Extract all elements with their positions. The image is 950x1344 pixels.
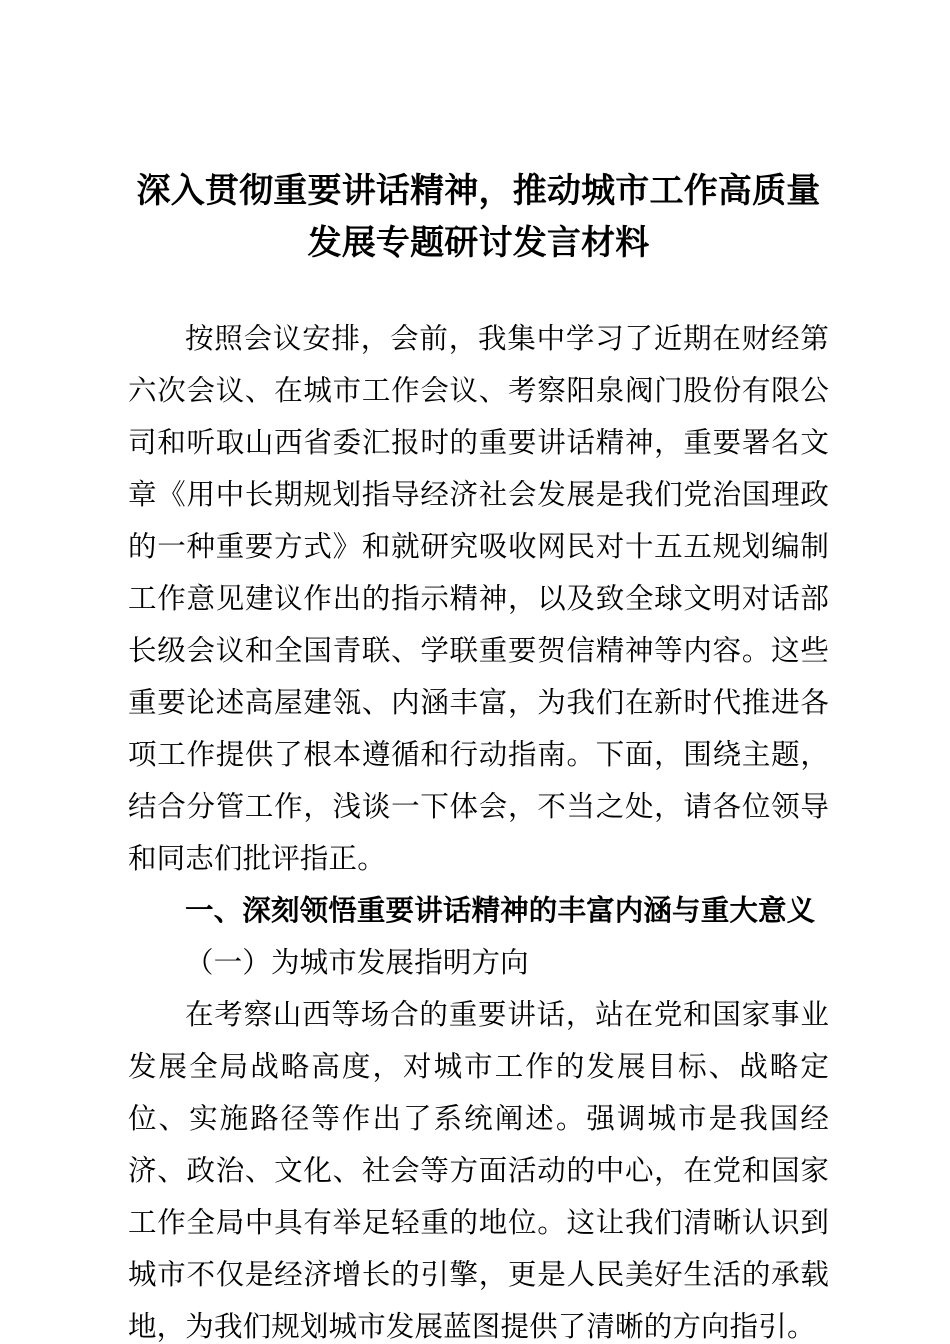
title-body-spacer: [128, 269, 829, 313]
section-heading-1: 一、深刻领悟重要讲话精神的丰富内涵与重大意义: [185, 895, 816, 927]
page-title-line-1: 深入贯彻重要讲话精神，推动城市工作高质量: [136, 172, 821, 210]
page-title-line-2: 发展专题研讨发言材料: [307, 224, 650, 262]
document-content-column: [128, 0, 829, 1344]
subsection-1-1-paragraph: 在考察山西等场合的重要讲话，站在党和国家事业发展全局战略高度，对城市工作的发展目标、战略定位、实施路径等作出了系统阐述。强调城市是我国经济、政治、文化、社会等方面活动的中心，在党和国家工作全局中具有举足轻重的地位。这让我们清晰认识到城市不仅是经济增长的引擎，更是人民美好生活的承载地，为我们规划城市发展蓝图提供了清晰的方向指引。: [128, 998, 829, 1343]
subsection-heading-1-1: （一）为城市发展指明方向: [185, 946, 529, 979]
page-title: [128, 0, 829, 269]
opening-paragraph: 按照会议安排，会前，我集中学习了近期在财经第六次会议、在城市工作会议、考察阳泉阀门股份有限公司和听取山西省委汇报时的重要讲话精神，重要署名文章《用中长期规划指导经济社会发展是我们党治国理政的一种重要方式》和就研究吸收网民对十五五规划编制工作意见建议作出的指示精神，以及致全球文明对话部长级会议和全国青联、学联重要贺信精神等内容。这些重要论述高屋建瓴、内涵丰富，为我们在新时代推进各项工作提供了根本遵循和行动指南。下面，围绕主题，结合分管工作，浅谈一下体会，不当之处，请各位领导和同志们批评指正。: [128, 322, 829, 875]
